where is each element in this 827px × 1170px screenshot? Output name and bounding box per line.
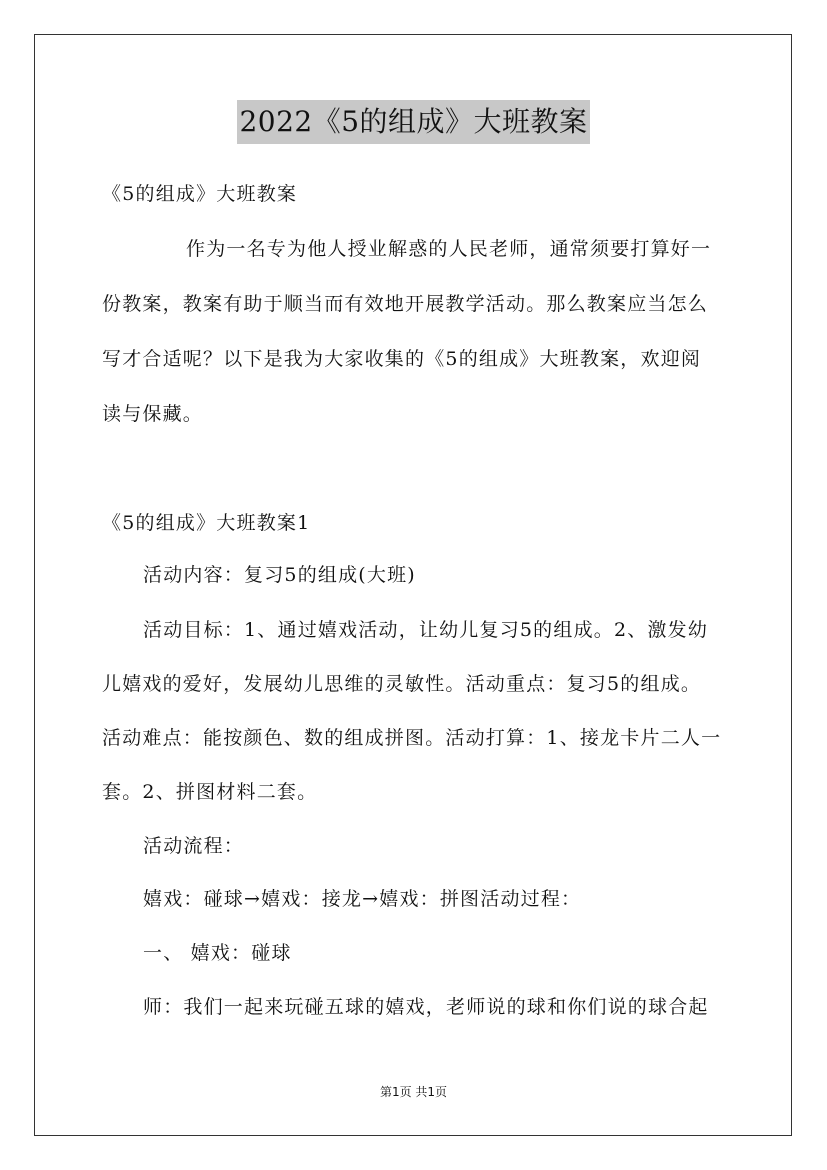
goals-line-4: 套。2、拼图材料二套。 bbox=[102, 781, 318, 803]
page-footer: 第1页 共1页 bbox=[379, 1085, 448, 1099]
teacher-line: 师：我们一起来玩碰五球的嬉戏，老师说的球和你们说的球合起 bbox=[143, 996, 709, 1018]
process-flow: 嬉戏：碰球→嬉戏：接龙→嬉戏：拼图活动过程： bbox=[143, 888, 582, 910]
process-label: 活动流程： bbox=[143, 835, 245, 857]
title-container bbox=[0, 100, 827, 144]
document-title: 2022《5的组成》大班教案 bbox=[237, 100, 589, 144]
subtitle: 《5的组成》大班教案 bbox=[102, 183, 298, 205]
intro-line-4: 读与保藏。 bbox=[102, 403, 204, 425]
activity-content: 活动内容：复习5的组成(大班) bbox=[143, 564, 416, 586]
goals-line-3: 活动难点：能按颜色、数的组成拼图。活动打算：1、接龙卡片二人一 bbox=[102, 727, 722, 749]
intro-line-3: 写才合适呢？以下是我为大家收集的《5的组成》大班教案，欢迎阅 bbox=[102, 348, 702, 370]
intro-line-1: 作为一名专为他人授业解惑的人民老师，通常须要打算好一 bbox=[186, 238, 712, 260]
step-one: 一、 嬉戏：碰球 bbox=[143, 942, 292, 964]
goals-line-1: 活动目标：1、通过嬉戏活动，让幼儿复习5的组成。2、激发幼 bbox=[143, 619, 709, 641]
intro-line-2: 份教案，教案有助于顺当而有效地开展教学活动。那么教案应当怎么 bbox=[102, 293, 709, 315]
section-heading: 《5的组成》大班教案1 bbox=[102, 512, 311, 534]
goals-line-2: 儿嬉戏的爱好，发展幼儿思维的灵敏性。活动重点：复习5的组成。 bbox=[102, 673, 702, 695]
